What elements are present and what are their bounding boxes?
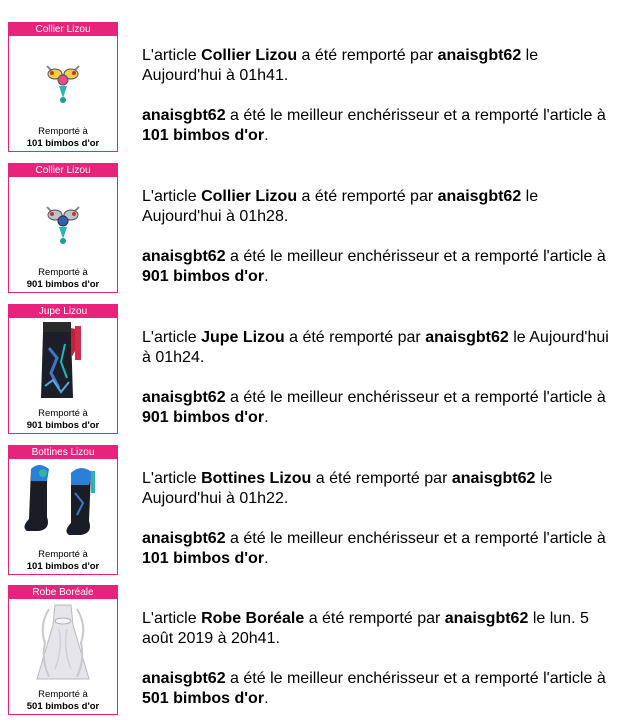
- winner-name: anaisgbt62: [437, 188, 522, 205]
- auction-description: L'article Robe Boréale a été remporté par anaisgbt62 le lun. 5 août 2019 à 20h41. anaisgbt62 a été le meilleur enchérisseur et a remporté l'article à 501 bimbos d'or.: [142, 610, 606, 707]
- auction-description: L'article Bottines Lizou a été remporté par anaisgbt62 le Aujourd'hui à 01h22. anaisgbt62 a été le meilleur enchérisseur et a remporté l'article à 101 bimbos d'or.: [142, 470, 606, 567]
- item-card[interactable]: [8, 585, 118, 715]
- winner-name: anaisgbt62: [437, 47, 522, 64]
- item-card-caption: Remporté à 901 bimbos d'or: [26, 408, 100, 431]
- item-name: Collier Lizou: [201, 47, 298, 64]
- item-card[interactable]: [8, 304, 118, 434]
- auction-date: Aujourd'hui à 01h22.: [142, 490, 289, 507]
- auction-entry: [0, 163, 640, 303]
- winner-name: anaisgbt62: [142, 248, 226, 265]
- dress-icon: [9, 599, 117, 683]
- item-card-title: Jupe Lizou: [9, 305, 117, 318]
- item-card-caption: Remporté à 901 bimbos d'or: [26, 267, 100, 290]
- item-card-title: Robe Boréale: [9, 586, 117, 599]
- item-card[interactable]: [8, 163, 118, 293]
- item-card-caption: Remporté à 501 bimbos d'or: [26, 689, 100, 712]
- item-card[interactable]: [8, 445, 118, 575]
- auction-date: lun. 5 août 2019 à 20h41.: [142, 610, 589, 647]
- auction-description: L'article Collier Lizou a été remporté par anaisgbt62 le Aujourd'hui à 01h28. anaisgbt62 a été le meilleur enchérisseur et a remporté l'article à 901 bimbos d'or.: [142, 188, 606, 285]
- auction-date: Aujourd'hui à 01h24.: [142, 329, 609, 366]
- winner-name: anaisgbt62: [142, 530, 226, 547]
- item-name: Jupe Lizou: [201, 329, 285, 346]
- item-card-title: Collier Lizou: [9, 164, 117, 177]
- winner-name: anaisgbt62: [444, 610, 529, 627]
- final-price: 901 bimbos d'or: [142, 268, 265, 285]
- item-card-caption: Remporté à 101 bimbos d'or: [26, 126, 100, 149]
- necklace-icon: [9, 36, 117, 120]
- final-price: 101 bimbos d'or: [142, 127, 265, 144]
- boots-icon: [9, 459, 117, 543]
- auction-date: Aujourd'hui à 01h28.: [142, 208, 289, 225]
- auction-description: L'article Collier Lizou a été remporté par anaisgbt62 le Aujourd'hui à 01h41. anaisgbt62 a été le meilleur enchérisseur et a remporté l'article à 101 bimbos d'or.: [142, 47, 606, 144]
- final-price: 101 bimbos d'or: [142, 550, 265, 567]
- item-card-title: Bottines Lizou: [9, 446, 117, 459]
- auction-description: L'article Jupe Lizou a été remporté par anaisgbt62 le Aujourd'hui à 01h24. anaisgbt62 a été le meilleur enchérisseur et a remporté l'article à 901 bimbos d'or.: [142, 329, 609, 426]
- winner-name: anaisgbt62: [451, 470, 536, 487]
- winner-name: anaisgbt62: [142, 107, 226, 124]
- item-card[interactable]: [8, 22, 118, 152]
- winner-name: anaisgbt62: [425, 329, 509, 346]
- auction-entry: [0, 445, 640, 585]
- item-name: Bottines Lizou: [201, 470, 312, 487]
- item-card-title: Collier Lizou: [9, 23, 117, 36]
- winner-name: anaisgbt62: [142, 389, 226, 406]
- item-name: Robe Boréale: [201, 610, 305, 627]
- winner-name: anaisgbt62: [142, 670, 226, 687]
- final-price: 501 bimbos d'or: [142, 690, 265, 707]
- skirt-icon: [9, 318, 117, 402]
- final-price: 901 bimbos d'or: [142, 409, 265, 426]
- auction-entry: [0, 22, 640, 162]
- auction-entry: [0, 304, 640, 444]
- necklace-icon: [9, 177, 117, 261]
- item-card-caption: Remporté à 101 bimbos d'or: [26, 549, 100, 572]
- auction-entry: [0, 585, 640, 723]
- item-name: Collier Lizou: [201, 188, 298, 205]
- auction-date: Aujourd'hui à 01h41.: [142, 67, 289, 84]
